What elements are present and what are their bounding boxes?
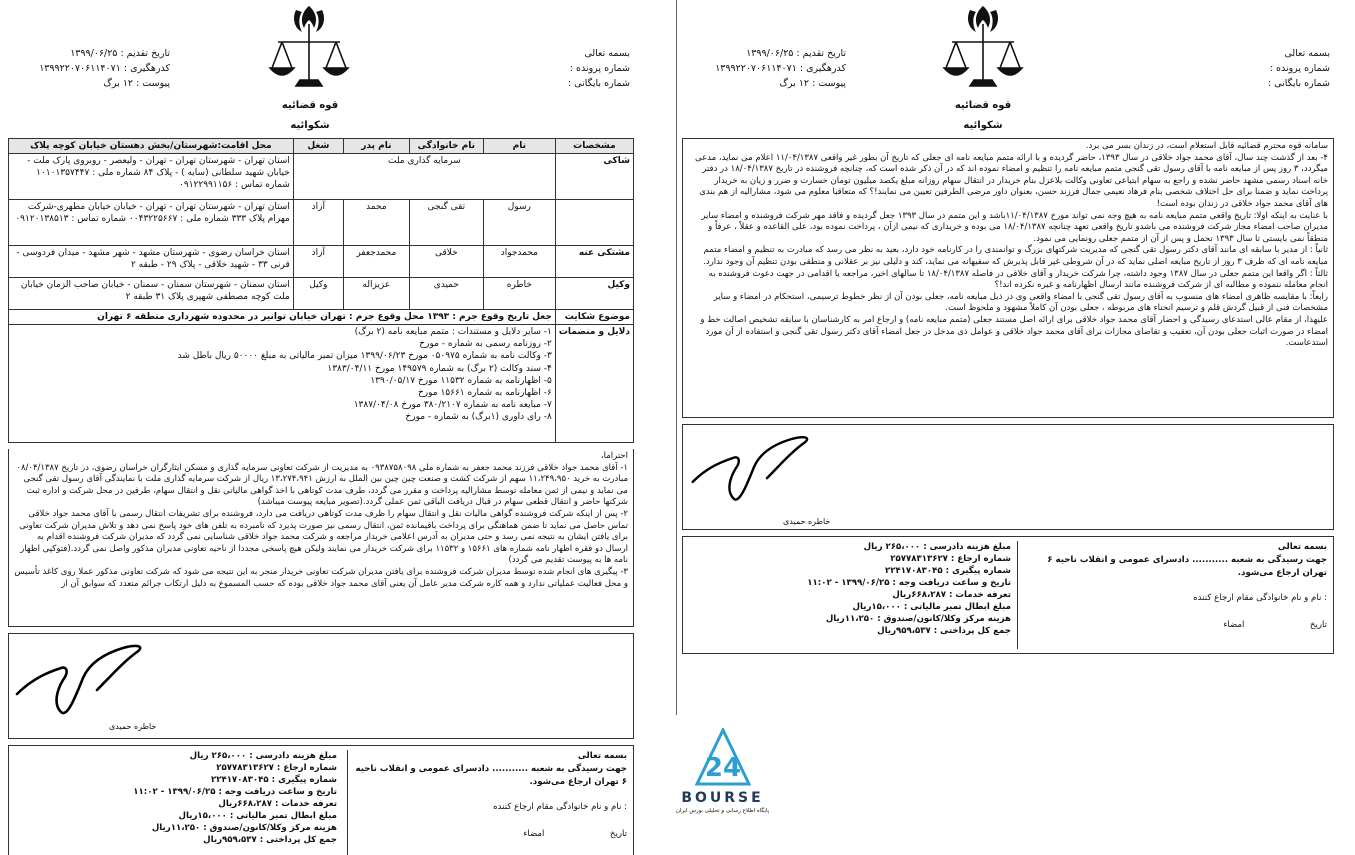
referral-authority: : نام و نام خانوادگی مقام ارجاع کننده (1193, 593, 1327, 603)
role-cell (555, 200, 633, 246)
list-item: ۸- رای داوری (۱برگ) به شماره - مورخ (405, 412, 552, 423)
header-file-info (1170, 46, 1330, 91)
submit-date-value: ۱۳۹۹/۰۶/۲۵ (746, 48, 794, 59)
last-name-cell: تقی گنجی (409, 200, 483, 246)
evidence-list (9, 325, 556, 443)
attachment-label: پیوست : (136, 78, 170, 89)
list-item: ۴- سند وکالت (۲ برگ) به شماره ۱۴۹۵۷۹ مورخ ۱۳۸۳/۰۴/۱۱ (327, 363, 552, 374)
last-name-cell: خلاقی (409, 246, 483, 278)
fees-section (691, 541, 1011, 637)
referral-line: جهت رسیدگی به شعبه ........... دادسرای عمومی و انقلاب ناحیه ۶ تهران ارجاع می‌شود. (355, 764, 627, 787)
address-cell: استان خراسان رضوی - شهرستان مشهد - شهر مشهد - میدان فردوسی - قرنی ۳۳ - شهید خلاقی - پلاک ۲۹ - طبقه ۲ (9, 246, 294, 278)
right-page (678, 0, 1355, 855)
referral-fee-box (682, 536, 1334, 654)
referral-sign-label: امضاء (1223, 620, 1245, 630)
job-cell: وکیل (293, 278, 343, 310)
bourse24-logo (665, 728, 780, 828)
continuation-paragraph: علیهذا، از مقام عالی استدعای رسیدگی و احضار آقای محمد جواد خلاقی برای ارائه اصل مستند جعلی (متمم مبایعه نامه) و ارجاع امر به کارشناسان با سابقه تشخیص اصالت خط و امضاء در صورت اثبات جعلی بودن آن، تعقیب و تقاضای مجازات برای آقای محمد جواد خلاقی و عوامل ذی مدخل در جعل امضاء آقای دکتر رسول تقی گنجی و استفاده از آن مورد استدعاست. (700, 314, 1328, 349)
signature-name: خاطره حمیدی (783, 517, 831, 526)
page-divider (676, 0, 677, 715)
submit-date-value: ۱۳۹۹/۰۶/۲۵ (70, 48, 118, 59)
table-row (9, 200, 634, 246)
col-header: محل اقامت:شهرستان/بخش دهستان خیابان کوچه پلاک (9, 139, 294, 154)
table-row (9, 246, 634, 278)
left-page (0, 0, 638, 855)
referral-besmeh: بسمه تعالی (577, 751, 627, 761)
col-header: شغل (293, 139, 343, 154)
evidence-row (9, 325, 634, 443)
continuation-paragraph: ثالثاً : اگر واقعا این متمم جعلی در سال ۱۳۸۷ وجود داشته، چرا شرکت خریدار و آقای خلاقی در فاصله ۱۸/۰۴/۱۳۸۷ تا سالهای اخیر، مراجعه یا اقدامی در جهت دعوت فروشنده به انجام معامله ننموده و مطالبه ای از شرکت فروشنده مانند ارسال اظهارنامه و غیره نکرده اند!؟ (708, 268, 1328, 291)
last-name-cell: حمیدی (409, 278, 483, 310)
referral-section (1017, 541, 1327, 649)
fee-receive-date: تاریخ و ساعت دریافت وجه : ۱۳۹۹/۰۶/۲۵ - ۱۱:۰۲ (807, 578, 1011, 588)
logo-subtitle: پایگاه اطلاع رسانی و تحلیلی بورس ایران (675, 808, 770, 814)
fee-center: هزینه مرکز وکلا/کانون/صندوق : ۱۱،۲۵۰ریال (151, 823, 337, 833)
logo-number: 24 (704, 753, 742, 783)
first-name-cell: محمدجواد (483, 246, 555, 278)
role-cell: شاکی (555, 154, 633, 200)
signature-name: خاطره حمیدی (109, 722, 157, 731)
fee-receive-date: تاریخ و ساعت دریافت وجه : ۱۳۹۹/۰۶/۲۵ - ۱۱:۰۲ (133, 787, 337, 797)
file-number-label: شماره پرونده : (569, 63, 630, 74)
fee-total: جمع کل پرداختی : ۹۵۹،۵۳۷ریال (877, 626, 1011, 636)
fee-tracking-no: شماره پیگیری : ۲۲۴۱۷۰۸۳۰۴۵ (884, 566, 1011, 576)
continuation-paragraph: ۴- بعد از گذشت چند سال، آقای محمد جواد خلاقی در سال ۱۳۹۳، حاضر گردیده و با ارائه متمم مبایعه نامه ای جعلی که تاریخ آن بطور غیر واقعی ۱۱/۰۴/۱۳۸۷ اعلام می نماید، مدعی میگردد، ۳ روز پس از مبایعه نامه با آقای رسول تقی گنجی متمم مبایعه نامه را تنظیم و امضاء نموده اند که در آن ذکر شده است که، چنانچه فروشنده در تاریخ ۱۸/۰۴/۱۳۸۷ در دفتر خانه اسناد رسمی مشهد حاضر نشده و راجع به سهام ابتیاعی تعاونی وکالت بلاعزل بنام خریدار در انتقال سهام روزانه مبلغ یکصد میلیون تومان خسارت و ضرر و زیان به خریدار پرداخت نماید و ضمنا برای حل اختلاف شخصی بنام فرهاد نعیمی جمال فرزند حسن، بعنوان داور مرضی الطرفین تعیین می نمایند!؟ که متعاقبا معلوم می شود، مشارالیه از هم بندی های آقای محمد جواد خلاقی در زندان بوده است! (694, 152, 1328, 209)
table-row (9, 154, 634, 200)
referral-section (347, 750, 627, 855)
complaint-continuation (682, 138, 1334, 418)
referral-fee-box (8, 745, 634, 855)
fee-referral-no: شماره ارجاع : ۲۵۷۷۸۳۱۳۶۲۷ (890, 554, 1011, 564)
org-title: قوه قضائیه (954, 100, 1012, 111)
referral-sign-label: امضاء (523, 829, 545, 839)
signature-icon (13, 638, 153, 718)
tracking-code: ۱۳۹۹۲۲۰۷۰۶۱۱۴۰۷۱ (39, 63, 121, 74)
job-cell: آزاد (293, 246, 343, 278)
referral-date-label: تاریخ (1309, 620, 1327, 630)
signature-box (8, 633, 634, 739)
subject-row (9, 310, 634, 325)
table-header-row (9, 139, 634, 154)
complaint-paragraph: ۳- پیگیری های انجام شده توسط مدیران شرکت فروشنده برای یافتن مدیران شرکت تعاونی خریدار منجر به این نتیجه می شود که شرکت تعاونی مذکور عملا روی کاغذ تأسیس و محل فعالیت عملیاتی ندارد و همه کاره شرکت مدیر عامل آن یعنی آقای محمد جواد خلاقی بوده که حسب المسموع به دلیل ارتکاب جرائم متعدد که سوابق آن از (14, 566, 628, 589)
archive-number-label: شماره بایگانی : (567, 78, 630, 89)
subject-value: جعل تاریخ وقوع جرم : ۱۳۹۳ محل وقوع جرم : تهران خیابان توانیر در محدوده شهرداری منطقه ۶ تهران (9, 310, 556, 325)
header-submit-info (20, 46, 170, 91)
col-header: نام پدر (343, 139, 409, 154)
subject-label: موضوع شکایت (555, 310, 633, 325)
doc-title: شکوائیه (963, 120, 1003, 131)
fee-service-tariff: تعرفه خدمات : ۶۶۸،۲۸۷ریال (218, 799, 337, 809)
complaint-paragraph: ۱- آقای محمد جواد خلاقی فرزند محمد جعفر به شماره ملی ۰۹۳۸۷۵۸۰۹۸ به مدیریت از شرکت تعاونی سرمایه گذاری و مسکن ایثارگران خراسان رضوی، در تاریخ ۰۸/۰۴/۱۳۸۷ مبادرت به خرید ۱۱،۲۴۹،۹۵۰ سهم از شرکت کشت و صنعت چین چین بین الملل به ارزش ۱۳،۲۷۴،۹۴۱ ریال از شرکت سرمایه گذاری ملت با نمایندگی آقای رسول تقی گنجی می نماید و نیمی از ثمن معامله توسط مشارالیه پرداخت و مقرر می گردد، طرف مدت کوتاهی با اخذ گواهی مالیاتی نقل و انتقال سهام، طرفین در محل شرکت و اداره ثبت شرکتها حاضر و انتقال قطعی سهام در قبال دریافت الباقی ثمن عملی گردد.(تصویر مبایعه پیوست میباشد) (16, 462, 628, 508)
referral-line: جهت رسیدگی به شعبه ........... دادسرای عمومی و انقلاب ناحیه ۶ تهران ارجاع می‌شود. (1047, 555, 1327, 578)
fee-center: هزینه مرکز وکلا/کانون/صندوق : ۱۱،۲۵۰ریال (825, 614, 1011, 624)
signature-icon (689, 427, 819, 507)
col-header: نام (483, 139, 555, 154)
fee-total: جمع کل پرداختی : ۹۵۹،۵۳۷ریال (203, 835, 337, 845)
complaint-body (8, 449, 634, 627)
fee-tax-stamp: مبلغ ابطال تمبر مالیاتی : ۱۵،۰۰۰ریال (852, 602, 1011, 612)
submit-date-label: تاریخ تقدیم : (796, 48, 846, 59)
fee-tracking-no: شماره پیگیری : ۲۲۴۱۷۰۸۳۰۴۵ (210, 775, 337, 785)
first-name-cell: خاطره (483, 278, 555, 310)
doc-title: شکوائیه (290, 120, 330, 131)
fee-tax-stamp: مبلغ ابطال تمبر مالیاتی : ۱۵،۰۰۰ریال (178, 811, 337, 821)
file-number-label: شماره پرونده : (1269, 63, 1330, 74)
continuation-paragraph: با عنایت به اینکه اولا: تاریخ واقعی متمم مبایعه نامه به هیچ وجه نمی تواند مورخ ۱۱/۰۴/۱۳۸۷باشد و این متمم در سال ۱۳۹۳ جعل گردیده و فاقد مهر شرکت فروشنده و امضاء سایر مدیران صاحب امضاء مجاز شرکت فروشنده می باشدو تاریخ واقعی تعهد چنانچه ۱۸/۰۴/۱۳۸۷ می بوده و خریداری که نیمی ازآن ، پرداخت نموده بود، علی القاعده و عقلاً ، عرفاً و منطقاً نمی بایستی تا سال ۱۳۹۳ تحمل و پس از آن از متمم جعلی رونمایی می نمود. (701, 210, 1328, 244)
fee-service-tariff: تعرفه خدمات : ۶۶۸،۲۸۷ریال (892, 590, 1011, 600)
attachment-value: ۱۲ برگ (779, 78, 810, 89)
list-item: ۶- اظهارنامه به شماره ۱۵۶۶۱ مورخ (417, 388, 552, 399)
continuation-paragraph: سامانه قوه محترم قضائیه قابل استعلام است، در زندان بسر می برد. (1085, 141, 1328, 151)
father-name-cell: محمد (343, 200, 409, 246)
evidence-label: دلایل و منضمات (555, 325, 633, 443)
submit-date-label: تاریخ تقدیم : (120, 48, 170, 59)
signature-box (682, 424, 1334, 530)
attachment-label: پیوست : (812, 78, 846, 89)
attachment-value: ۱۲ برگ (103, 78, 134, 89)
continuation-paragraph: رابعاً: با مقایسه ظاهری امضاء های منسوب به آقای رسول تقی گنجی با امضاء واقعی وی در ذیل مبایعه نامه، جعلی بودن آن از نظر خطوط ترسیمی، استحکام در امضاء و سایر مشخصات فنی از قبیل گردش قلم و ترسیم انحناء های مربوطه ، جعلی بودن آن کاملاً مشهود و ملحوظ است. (713, 291, 1328, 314)
table-row (9, 278, 634, 310)
col-header: نام خانوادگی (409, 139, 483, 154)
fees-section (17, 750, 337, 846)
complaint-paragraph: ۲- پس از اینکه شرکت فروشنده گواهی مالیات نقل و انتقال سهام را ظرف مدت کوتاهی دریافت می دارد، فروشنده برای تشریفات انتقال رسمی با آقای محمد جواد خلاقی تماس حاصل می نماید تا ضمن هماهنگی برای پرداخت باقیمانده ثمن، انتقال رسمی نیز صورت پذیرد که نامبرده به تلفن های خود پاسخ نمی دهد و تلاش مدیران شرکت تعاونی برای یافتن ایشان به نتیجه نمی رسد و حتی مدیران به آدرس اعلامی خریدار مراجعه و شرکت محمد جواد خلاقی شناسایی نمی گردد که مدیران شرکت فروشنده اقدام به ارسال دو فقره اظهار نامه شماره های ۱۵۶۶۱ و ۱۱۵۳۲ برای شرکت خریدار می نمایند ولیکن هیچ پاسخی مجددا از ناحیه تعاونی مدیران مذکور واصل نمی گردد.(فتوکپی اظهار نامه ها به پیوست تقدیم می گردد) (19, 508, 628, 566)
header-submit-info (696, 46, 846, 91)
fee-court: مبلغ هزینه دادرسی : ۲۶۵،۰۰۰ ریال (863, 542, 1011, 552)
tracking-code: ۱۳۹۹۲۲۰۷۰۶۱۱۴۰۷۱ (715, 63, 797, 74)
logo-brand: BOURSE (681, 790, 764, 806)
judiciary-emblem-icon (940, 2, 1026, 90)
list-item: ۱- سایر دلایل و مستندات : متمم مبایعه نامه (۲ برگ) (354, 327, 552, 337)
continuation-paragraph: ثانیاً : از مدیر با سابقه ای مانند آقای دکتر رسول تقی گنجی که مدیریت شرکتهای بزرگ و توانمندی را در کارنامه خود دارد، بعید به نظر می رسد که مبادرت به تنظیم و امضاء متمم مبایعه نامه ای که ظرف ۳ روز از تاریخ مبایعه اصلی نماید که در آن شروطی غیر قابل پذیرش که سفیهانه می نماید، کند و دلیلی نیز بر عقلانی و منطقی بودن تنظیم آن وجود ندارد. (703, 245, 1328, 267)
tracking-label: کدرهگیری : (123, 63, 170, 74)
address-cell: استان سمنان - شهرستان سمنان - سمنان - خیابان صاحب الزمان خیابان ملت کوچه مصطفی شهپری پلاک ۳۱ طبقه ۲ (9, 278, 294, 310)
address-cell: استان تهران - شهرستان تهران - تهران - ولیعصر - روبروی پارک ملت - خیابان شهید سلطانی (سایه ) - پلاک ۸۴ شماره ملی : ۱۰۱۰۱۳۵۷۴۴۷ شماره تماس : ۰۹۱۲۲۹۹۱۱۵۶ (9, 154, 294, 200)
judiciary-emblem-icon (266, 2, 352, 90)
address-cell: استان تهران - شهرستان تهران - تهران - خیابان خیابان مطهری-شرکت مهرام پلاک ۳۳۳ شماره ملی : ۰۰۴۳۲۲۵۶۶۷ شماره تماس : ۰۹۱۲۰۱۳۸۵۱۳ (9, 200, 294, 246)
list-item: ۲- روزنامه رسمی به شماره - مورخ (419, 339, 552, 350)
role-cell: وکیل (555, 278, 633, 310)
org-title: قوه قضائیه (281, 100, 339, 111)
role-cell: مشتکی عنه (555, 246, 633, 278)
list-item: ۷- مبایعه نامه به شماره ۳۸۰/۲۱۰۷ مورخ ۱۳۸۷/۰۴/۰۸ (353, 400, 552, 411)
fee-referral-no: شماره ارجاع : ۲۵۷۷۸۳۱۳۶۲۷ (216, 763, 337, 773)
besmeh-text: بسمه تعالی (1284, 48, 1330, 59)
salutation: احتراما، (600, 451, 628, 461)
name-cell: سرمایه گذاری ملت (293, 154, 555, 200)
referral-authority: : نام و نام خانوادگی مقام ارجاع کننده (493, 802, 627, 812)
first-name-cell: رسول (483, 200, 555, 246)
father-name-cell: محمدجعفر (343, 246, 409, 278)
father-name-cell: عزیزاله (343, 278, 409, 310)
besmeh-text: بسمه تعالی (584, 48, 630, 59)
archive-number-label: شماره بایگانی : (1267, 78, 1330, 89)
referral-besmeh: بسمه تعالی (1277, 542, 1327, 552)
list-item: ۵- اظهارنامه به شماره ۱۱۵۳۲ مورخ ۱۳۹۰/۰۵/۱۷ (370, 375, 552, 386)
job-cell: آزاد (293, 200, 343, 246)
referral-date-label: تاریخ (609, 829, 627, 839)
parties-table (8, 138, 634, 443)
header-file-info (470, 46, 630, 91)
fee-court: مبلغ هزینه دادرسی : ۲۶۵،۰۰۰ ریال (189, 751, 337, 761)
list-item: ۳- وکالت نامه به شماره ۰۵۰۹۷۵ مورخ ۱۳۹۹/۰۶/۲۳ میزان تمبر مالیاتی به مبلغ ۵۰۰۰۰ ریال باطل شد (177, 351, 552, 362)
tracking-label: کدرهگیری : (799, 63, 846, 74)
col-header: مشخصات (555, 139, 633, 154)
bourse24-logo-icon (695, 728, 751, 788)
